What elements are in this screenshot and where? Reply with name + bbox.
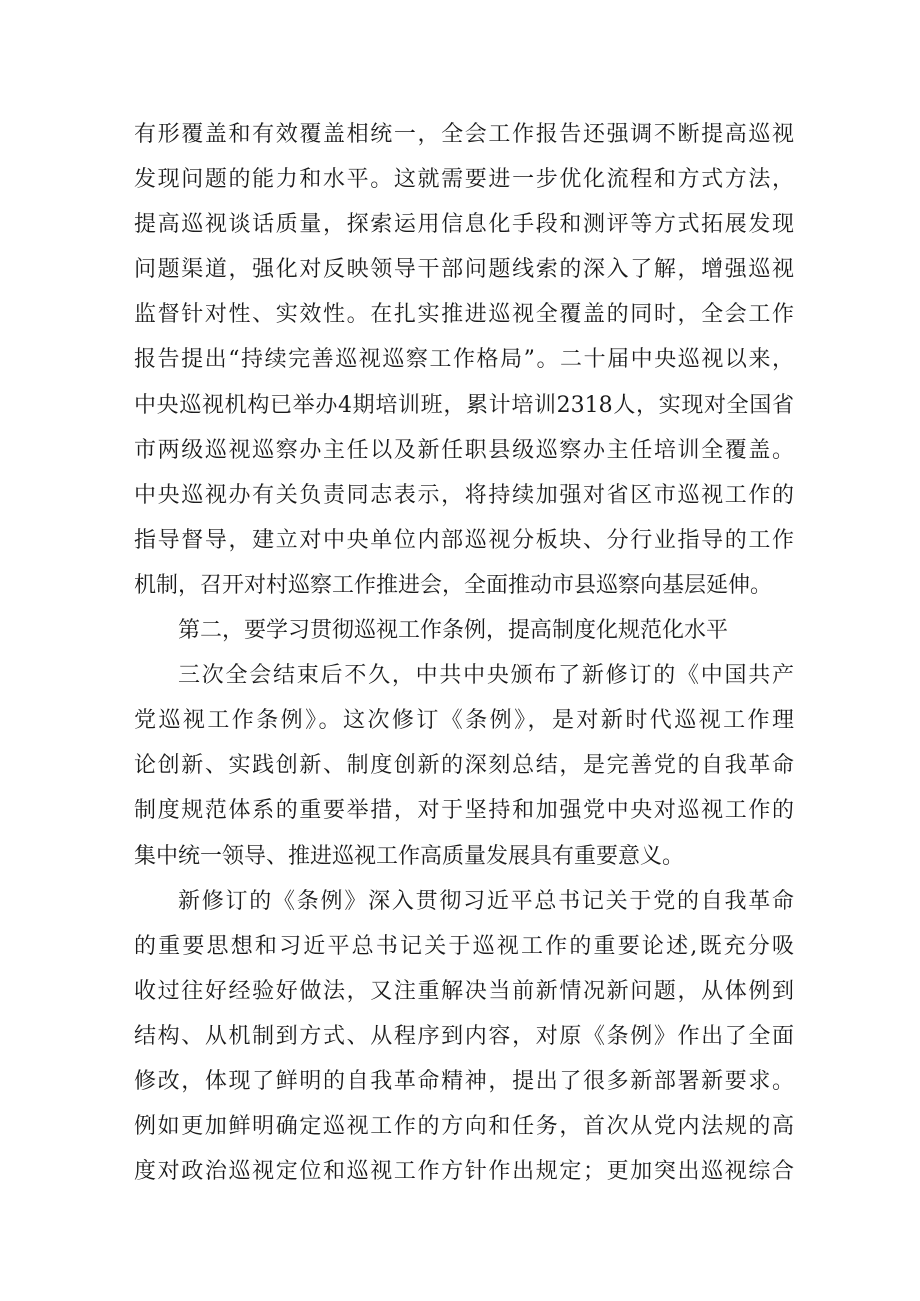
text-line: 新修订的《条例》深入贯彻习近平总书记关于党的自我革命 [178, 888, 794, 914]
text-line: 论创新、实践创新、制度创新的深刻总结，是完善党的自我革命 [134, 753, 794, 779]
paragraph-3 [134, 879, 794, 1195]
text-line: 例如更加鲜明确定巡视工作的方向和任务，首次从党内法规的高 [134, 1114, 794, 1140]
section-heading: 第二，要学习贯彻巡视工作条例，提高制度化规范化水平 [178, 618, 729, 644]
text-line: 制度规范体系的重要举措，对于坚持和加强党中央对巡视工作的 [134, 798, 794, 824]
text-line: 发现问题的能力和水平。这就需要进一步优化流程和方式方法， [134, 167, 794, 193]
text-line: 的重要思想和习近平总书记关于巡视工作的重要论述,既充分吸 [134, 933, 794, 959]
text-line: 党巡视工作条例》。这次修订《条例》，是对新时代巡视工作理 [134, 708, 794, 734]
text-line: 市两级巡视巡察办主任以及新任职县级巡察办主任培训全覆盖。 [134, 437, 794, 463]
text-line: 报告提出“持续完善巡视巡察工作格局”。二十届中央巡视以来， [134, 347, 794, 373]
text-line: 问题渠道，强化对反映领导干部问题线索的深入了解，增强巡视 [134, 257, 794, 283]
document-body [134, 112, 794, 1194]
paragraph-2 [134, 653, 794, 878]
text-line: 结构、从机制到方式、从程序到内容，对原《条例》作出了全面 [134, 1023, 794, 1049]
text-line: 修改，体现了鲜明的自我革命精神，提出了很多新部署新要求。 [134, 1068, 794, 1094]
text-line: 监督针对性、实效性。在扎实推进巡视全覆盖的同时，全会工作 [134, 302, 794, 328]
text-line: 机制，召开对村巡察工作推进会，全面推动市县巡察向基层延伸。 [134, 572, 773, 598]
text-line: 三次全会结束后不久，中共中央颁布了新修订的《中国共产 [178, 663, 794, 689]
text-line: 度对政治巡视定位和巡视工作方针作出规定；更加突出巡视综合 [134, 1159, 794, 1185]
text-line: 收过往好经验好做法，又注重解决当前新情况新问题，从体例到 [134, 978, 794, 1004]
text-line: 指导督导，建立对中央单位内部巡视分板块、分行业指导的工作 [134, 527, 794, 553]
paragraph-1 [134, 112, 794, 608]
text-line: 集中统一领导、推进巡视工作高质量发展具有重要意义。 [134, 843, 685, 869]
text-line: 提高巡视谈话质量，探索运用信息化手段和测评等方式拓展发现 [134, 212, 794, 238]
text-line: 有形覆盖和有效覆盖相统一，全会工作报告还强调不断提高巡视 [134, 122, 794, 147]
text-line: 中央巡视机构已举办4期培训班，累计培训2318人，实现对全国省 [134, 392, 794, 418]
text-line: 中央巡视办有关负责同志表示，将持续加强对省区市巡视工作的 [134, 482, 794, 508]
